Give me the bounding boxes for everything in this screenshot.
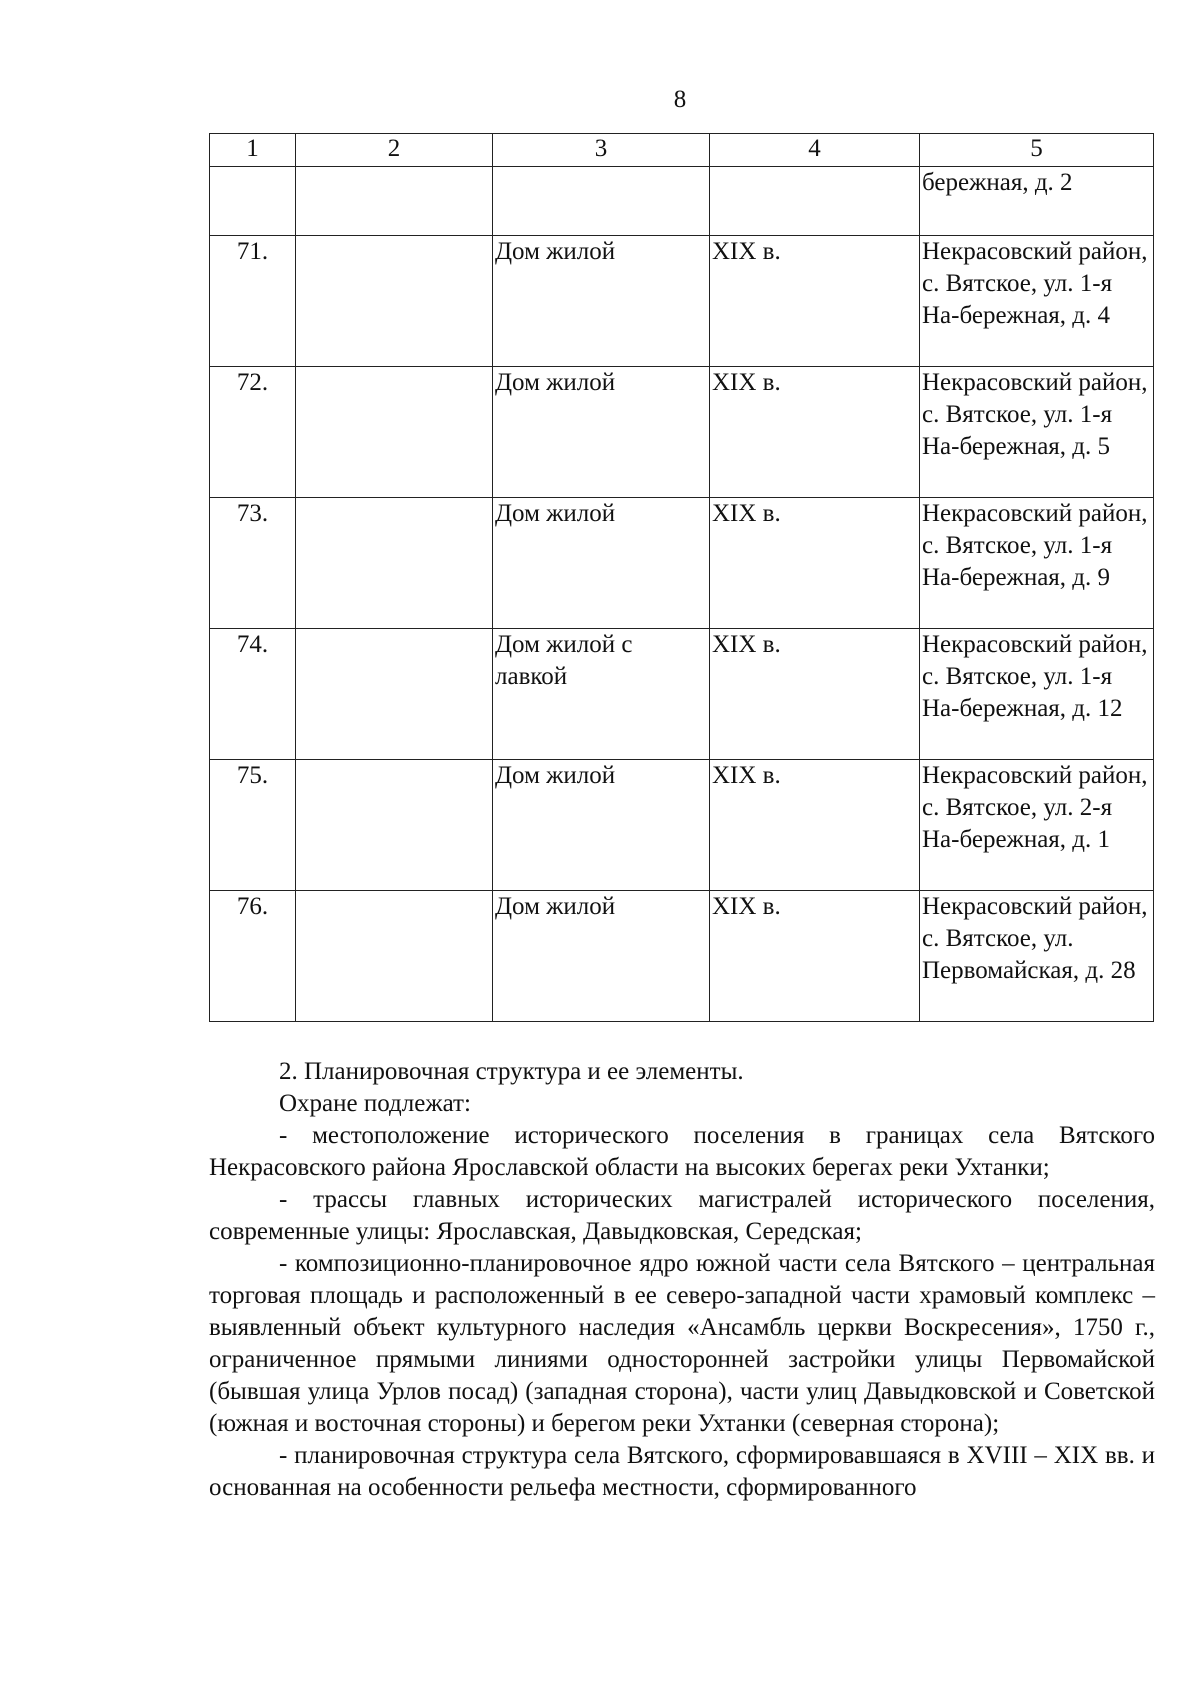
paragraph: - композиционно-планировочное ядро южной части села Вятского – центральная торговая площадь и расположенный в ее северо-западной части храмовый комплекс – выявленный объект культурного наследия «Ансамбль церкви Воскресения», 1750 г., ограниченное прямыми линиями односторонней застройки улицы Первомайской (бывшая улица Урлов посад) (западная сторона), части улиц Давыдковской и Советской (южная и восточная стороны) и берегом реки Ухтанки (северная сторона); <box>209 1250 1155 1437</box>
table-cell-address: бережная, д. 2 <box>920 167 1154 236</box>
heritage-objects-table <box>209 133 1154 1022</box>
table-cell <box>296 760 493 891</box>
object-name: Дом жилой <box>493 891 710 1022</box>
table-cell <box>296 236 493 367</box>
table-row <box>210 236 1154 367</box>
object-date: XIX в. <box>710 367 920 498</box>
column-header: 1 <box>210 134 296 167</box>
row-number: 73. <box>210 498 296 629</box>
paragraph: - местоположение исторического поселения в границах села Вятского Некрасовского района Ярославской области на высоких берегах реки Ухтанки; <box>209 1122 1155 1181</box>
object-date: XIX в. <box>710 760 920 891</box>
table-row <box>210 891 1154 1022</box>
row-number: 71. <box>210 236 296 367</box>
table-row <box>210 498 1154 629</box>
table-cell <box>296 367 493 498</box>
document-body <box>209 1056 1155 1504</box>
table-cell <box>493 167 710 236</box>
table-cell <box>296 167 493 236</box>
object-name: Дом жилой <box>493 367 710 498</box>
table-row-continuation <box>210 167 1154 236</box>
object-name: Дом жилой с лавкой <box>493 629 710 760</box>
table-row <box>210 760 1154 891</box>
object-address: Некрасовский район, с. Вятское, ул. 1-я На-бережная, д. 12 <box>920 629 1154 760</box>
table-row <box>210 367 1154 498</box>
table-cell <box>210 167 296 236</box>
object-date: XIX в. <box>710 236 920 367</box>
row-number: 76. <box>210 891 296 1022</box>
subheading: Охране подлежат: <box>279 1090 471 1117</box>
table-header-row <box>210 134 1154 167</box>
page-number: 8 <box>673 86 687 113</box>
object-name: Дом жилой <box>493 760 710 891</box>
column-header: 2 <box>296 134 493 167</box>
object-address: Некрасовский район, с. Вятское, ул. 1-я На-бережная, д. 5 <box>920 367 1154 498</box>
object-name: Дом жилой <box>493 236 710 367</box>
column-header: 3 <box>493 134 710 167</box>
object-address: Некрасовский район, с. Вятское, ул. 2-я На-бережная, д. 1 <box>920 760 1154 891</box>
table-cell <box>296 629 493 760</box>
column-header: 5 <box>920 134 1154 167</box>
object-date: XIX в. <box>710 891 920 1022</box>
table-cell <box>710 167 920 236</box>
object-address: Некрасовский район, с. Вятское, ул. 1-я На-бережная, д. 4 <box>920 236 1154 367</box>
table-row <box>210 629 1154 760</box>
column-header: 4 <box>710 134 920 167</box>
object-address: Некрасовский район, с. Вятское, ул. Первомайская, д. 28 <box>920 891 1154 1022</box>
table-cell <box>296 498 493 629</box>
paragraph: - трассы главных исторических магистралей исторического поселения, современные улицы: Ярославская, Давыдковская, Середская; <box>209 1186 1155 1245</box>
object-date: XIX в. <box>710 498 920 629</box>
row-number: 75. <box>210 760 296 891</box>
object-date: XIX в. <box>710 629 920 760</box>
object-name: Дом жилой <box>493 498 710 629</box>
row-number: 72. <box>210 367 296 498</box>
row-number: 74. <box>210 629 296 760</box>
object-address: Некрасовский район, с. Вятское, ул. 1-я На-бережная, д. 9 <box>920 498 1154 629</box>
section-heading: 2. Планировочная структура и ее элементы. <box>279 1058 744 1085</box>
table-cell <box>296 891 493 1022</box>
paragraph: - планировочная структура села Вятского, сформировавшаяся в XVIII – XIX вв. и основанная на особенности рельефа местности, сформированного <box>209 1442 1155 1501</box>
